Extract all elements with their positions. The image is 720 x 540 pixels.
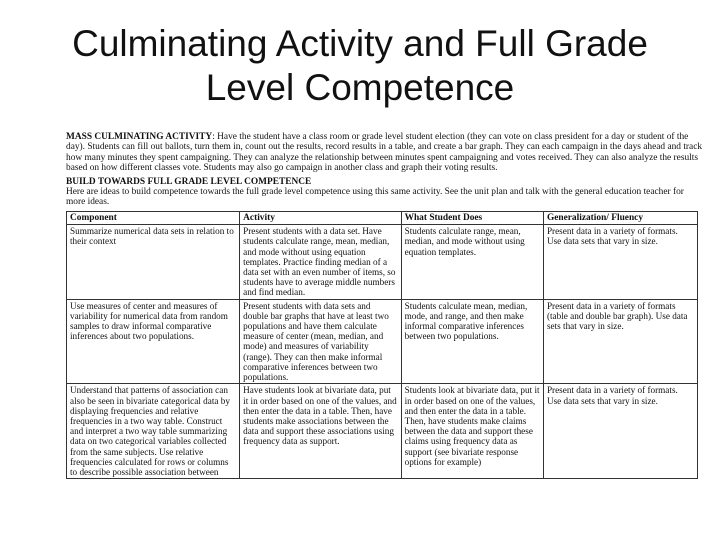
column-header: Component (67, 211, 240, 224)
table-header-row (67, 211, 698, 224)
slide-title-line-1: Culminating Activity and Full Grade (72, 23, 648, 64)
table-cell: Present students with a data set. Have students calculate range, mean, median, and mode without using equation templates. Practice finding median of a data set with an even number of items, so students have to average middle numbers and find median. (240, 225, 401, 299)
slide-title-line-2: Level Competence (205, 67, 515, 108)
table-cell: Students calculate range, mean, median, and mode without using equation templates. (401, 225, 543, 299)
document-excerpt (66, 132, 704, 479)
table-cell: Students calculate mean, median, mode, and range, and then make informal comparative inferences between two populations. (401, 299, 543, 384)
table-row (67, 225, 698, 299)
table-row (67, 384, 698, 479)
build-intro-text: Here are ideas to build competence towards the full grade level competence using this same activity. See the unit plan and talk with the general education teacher for more ideas. (66, 187, 684, 208)
table-cell: Present data in a variety of formats. Use data sets that vary in size. (543, 225, 697, 299)
table-cell: Summarize numerical data sets in relation to their context (67, 225, 240, 299)
column-header: Activity (240, 211, 401, 224)
competence-table (66, 211, 698, 479)
build-heading: BUILD TOWARDS FULL GRADE LEVEL COMPETENCE (66, 176, 312, 187)
table-cell: Students look at bivariate data, put it in order based on one of the values, and then enter the data in a table. Then, have students make claims between the data and support these claims using frequency data as support (see bivariate response options for example) (401, 384, 543, 479)
table-cell: Present students with data sets and double bar graphs that have at least two populations and have them calculate measure of center (mean, median, and mode) and measures of variability (range). They can then make informal comparative inferences between two populations. (240, 299, 401, 384)
slide-title (0, 22, 720, 110)
table-cell: Have students look at bivariate data, put it in order based on one of the values, and then enter the data in a table. Then, have students make associations between the data and support these associations using frequency data as support. (240, 384, 401, 479)
mass-activity-label: MASS CULMINATING ACTIVITY (66, 132, 213, 142)
table-cell: Present data in a variety of formats. Use data sets that vary in size. (543, 384, 697, 479)
table-row (67, 299, 698, 384)
column-header: Generalization/ Fluency (543, 211, 697, 224)
table-cell: Use measures of center and measures of variability for numerical data from random samples to draw informal comparative inferences about two populations. (67, 299, 240, 384)
mass-activity-paragraph (66, 132, 704, 174)
mass-activity-text: : Have the student have a class room or grade level student election (they can vote on class president for a day or student of the day). Students can fill out ballots, turn them in, count out the results, record results in a table, and create a bar graph. They can each campaign in the days ahead and track how many minutes they spent campaigning. They can analyze the relationship between minutes spent campaigning and votes received. They can also analyze the results based on how different classes vote. Students may also go campaign in another class and graph their voting results. (66, 132, 703, 174)
column-header: What Student Does (401, 211, 543, 224)
table-cell: Present data in a variety of formats (table and double bar graph). Use data sets that vary in size. (543, 299, 697, 384)
table-cell: Understand that patterns of association can also be seen in bivariate categorical data by displaying frequencies and relative frequencies in a two way table. Construct and interpret a two way table summarizing data on two categorical variables collected from the same subjects. Use relative frequencies calculated for rows or columns to describe possible association between (67, 384, 240, 479)
